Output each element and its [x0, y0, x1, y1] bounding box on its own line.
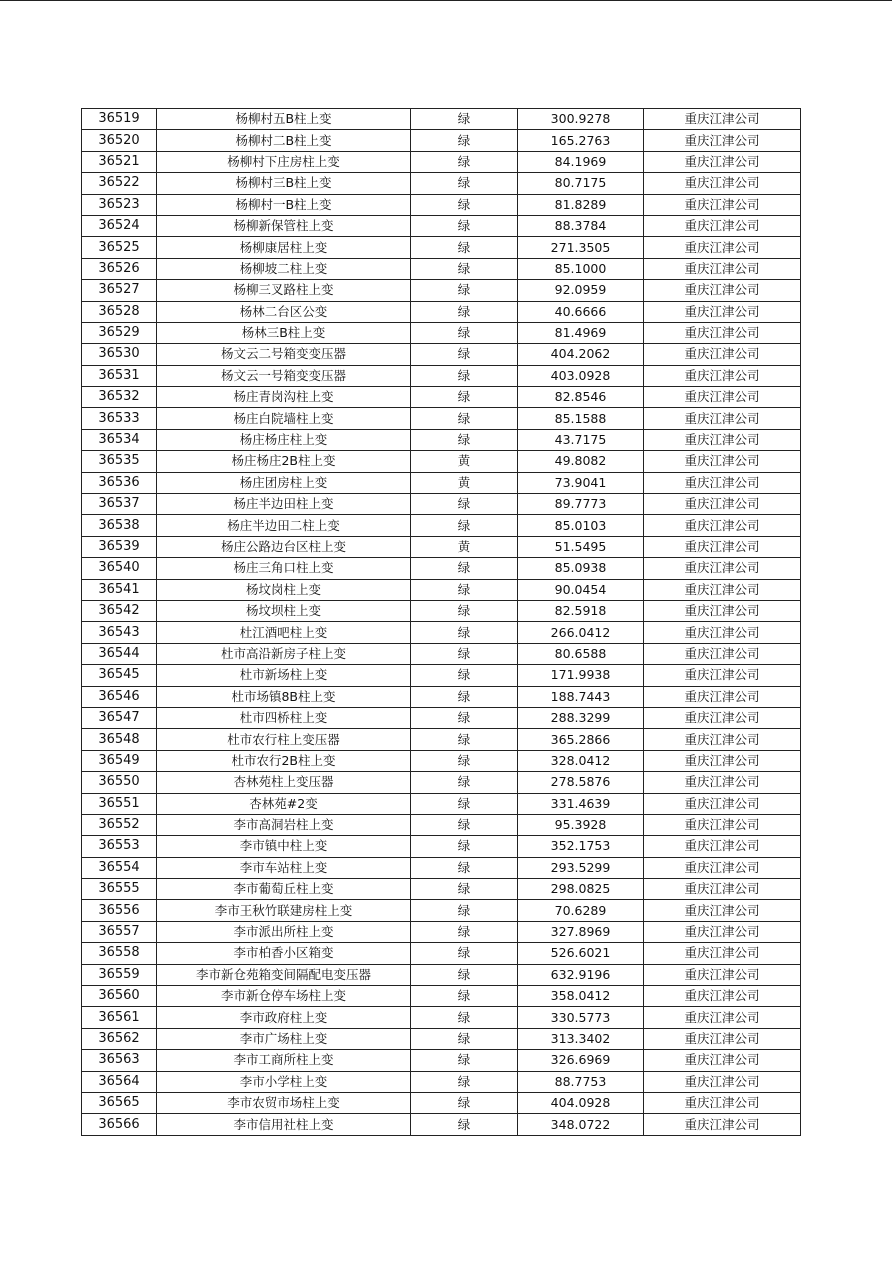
value-cell: 82.5918	[518, 600, 644, 621]
transformer-name-cell: 杜市高沿新房子柱上变	[157, 643, 411, 664]
value-cell: 84.1969	[518, 151, 644, 172]
value-cell: 330.5773	[518, 1007, 644, 1028]
status-color-cell: 绿	[411, 258, 518, 279]
row-id-cell: 36549	[82, 750, 157, 771]
transformer-name-cell: 李市广场柱上变	[157, 1028, 411, 1049]
status-color-cell: 绿	[411, 429, 518, 450]
status-color-cell: 绿	[411, 1092, 518, 1113]
status-color-cell: 绿	[411, 729, 518, 750]
table-row	[82, 1028, 801, 1049]
transformer-name-cell: 杨柳村三B柱上变	[157, 173, 411, 194]
company-cell: 重庆江津公司	[644, 194, 801, 215]
transformer-name-cell: 李市王秋竹联建房柱上变	[157, 900, 411, 921]
row-id-cell: 36555	[82, 879, 157, 900]
table-row	[82, 1007, 801, 1028]
value-cell: 404.0928	[518, 1092, 644, 1113]
row-id-cell: 36536	[82, 472, 157, 493]
transformer-name-cell: 杨文云一号箱变变压器	[157, 365, 411, 386]
row-id-cell: 36561	[82, 1007, 157, 1028]
value-cell: 300.9278	[518, 109, 644, 130]
transformer-name-cell: 杨庄三角口柱上变	[157, 558, 411, 579]
company-cell: 重庆江津公司	[644, 1092, 801, 1113]
company-cell: 重庆江津公司	[644, 536, 801, 557]
table-row	[82, 622, 801, 643]
transformer-name-cell: 杨柳村二B柱上变	[157, 130, 411, 151]
row-id-cell: 36558	[82, 943, 157, 964]
status-color-cell: 绿	[411, 879, 518, 900]
company-cell: 重庆江津公司	[644, 408, 801, 429]
status-color-cell: 绿	[411, 622, 518, 643]
value-cell: 266.0412	[518, 622, 644, 643]
transformer-name-cell: 杨庄白院墙柱上变	[157, 408, 411, 429]
table-row	[82, 600, 801, 621]
row-id-cell: 36535	[82, 451, 157, 472]
table-row	[82, 387, 801, 408]
company-cell: 重庆江津公司	[644, 173, 801, 194]
table-row	[82, 301, 801, 322]
transformer-name-cell: 杨庄杨庄柱上变	[157, 429, 411, 450]
status-color-cell: 绿	[411, 301, 518, 322]
company-cell: 重庆江津公司	[644, 707, 801, 728]
company-cell: 重庆江津公司	[644, 109, 801, 130]
table-row	[82, 258, 801, 279]
table-row	[82, 558, 801, 579]
row-id-cell: 36531	[82, 365, 157, 386]
transformer-name-cell: 李市车站柱上变	[157, 857, 411, 878]
company-cell: 重庆江津公司	[644, 515, 801, 536]
status-color-cell: 黄	[411, 451, 518, 472]
transformer-name-cell: 杨庄半边田柱上变	[157, 494, 411, 515]
table-row	[82, 964, 801, 985]
table-row	[82, 921, 801, 942]
transformer-name-cell: 杨庄团房柱上变	[157, 472, 411, 493]
row-id-cell: 36542	[82, 600, 157, 621]
company-cell: 重庆江津公司	[644, 643, 801, 664]
status-color-cell: 绿	[411, 322, 518, 343]
company-cell: 重庆江津公司	[644, 772, 801, 793]
transformer-name-cell: 杜市场镇8B柱上变	[157, 686, 411, 707]
company-cell: 重庆江津公司	[644, 1028, 801, 1049]
table-row	[82, 365, 801, 386]
value-cell: 331.4639	[518, 793, 644, 814]
status-color-cell: 绿	[411, 665, 518, 686]
table-row	[82, 408, 801, 429]
page-top-border	[0, 0, 892, 1]
table-row	[82, 814, 801, 835]
transformer-name-cell: 李市新仓停车场柱上变	[157, 986, 411, 1007]
transformer-name-cell: 杨柳村下庄房柱上变	[157, 151, 411, 172]
table-row	[82, 579, 801, 600]
status-color-cell: 绿	[411, 558, 518, 579]
company-cell: 重庆江津公司	[644, 130, 801, 151]
company-cell: 重庆江津公司	[644, 387, 801, 408]
value-cell: 70.6289	[518, 900, 644, 921]
status-color-cell: 绿	[411, 1114, 518, 1135]
company-cell: 重庆江津公司	[644, 793, 801, 814]
status-color-cell: 绿	[411, 600, 518, 621]
table-row	[82, 151, 801, 172]
value-cell: 82.8546	[518, 387, 644, 408]
status-color-cell: 绿	[411, 344, 518, 365]
value-cell: 313.3402	[518, 1028, 644, 1049]
value-cell: 288.3299	[518, 707, 644, 728]
row-id-cell: 36524	[82, 215, 157, 236]
company-cell: 重庆江津公司	[644, 429, 801, 450]
row-id-cell: 36566	[82, 1114, 157, 1135]
status-color-cell: 绿	[411, 1028, 518, 1049]
row-id-cell: 36556	[82, 900, 157, 921]
status-color-cell: 绿	[411, 173, 518, 194]
row-id-cell: 36534	[82, 429, 157, 450]
transformer-name-cell: 李市派出所柱上变	[157, 921, 411, 942]
row-id-cell: 36545	[82, 665, 157, 686]
status-color-cell: 绿	[411, 387, 518, 408]
status-color-cell: 绿	[411, 814, 518, 835]
value-cell: 165.2763	[518, 130, 644, 151]
status-color-cell: 绿	[411, 1071, 518, 1092]
table-row	[82, 280, 801, 301]
value-cell: 49.8082	[518, 451, 644, 472]
company-cell: 重庆江津公司	[644, 151, 801, 172]
company-cell: 重庆江津公司	[644, 964, 801, 985]
value-cell: 358.0412	[518, 986, 644, 1007]
row-id-cell: 36532	[82, 387, 157, 408]
transformer-name-cell: 李市葡萄丘柱上变	[157, 879, 411, 900]
table-row	[82, 1114, 801, 1135]
company-cell: 重庆江津公司	[644, 879, 801, 900]
value-cell: 632.9196	[518, 964, 644, 985]
company-cell: 重庆江津公司	[644, 451, 801, 472]
row-id-cell: 36533	[82, 408, 157, 429]
table-row	[82, 857, 801, 878]
table-row	[82, 943, 801, 964]
row-id-cell: 36526	[82, 258, 157, 279]
table-row	[82, 686, 801, 707]
status-color-cell: 绿	[411, 515, 518, 536]
status-color-cell: 绿	[411, 408, 518, 429]
value-cell: 278.5876	[518, 772, 644, 793]
table-row	[82, 750, 801, 771]
transformer-name-cell: 杨庄公路边台区柱上变	[157, 536, 411, 557]
row-id-cell: 36540	[82, 558, 157, 579]
value-cell: 271.3505	[518, 237, 644, 258]
row-id-cell: 36543	[82, 622, 157, 643]
company-cell: 重庆江津公司	[644, 665, 801, 686]
row-id-cell: 36528	[82, 301, 157, 322]
value-cell: 171.9938	[518, 665, 644, 686]
table-row	[82, 665, 801, 686]
status-color-cell: 绿	[411, 921, 518, 942]
transformer-name-cell: 杨坟岗柱上变	[157, 579, 411, 600]
status-color-cell: 绿	[411, 194, 518, 215]
value-cell: 403.0928	[518, 365, 644, 386]
transformer-name-cell: 杏林苑#2变	[157, 793, 411, 814]
row-id-cell: 36539	[82, 536, 157, 557]
row-id-cell: 36523	[82, 194, 157, 215]
row-id-cell: 36537	[82, 494, 157, 515]
status-color-cell: 绿	[411, 793, 518, 814]
row-id-cell: 36546	[82, 686, 157, 707]
table-row	[82, 900, 801, 921]
value-cell: 85.0103	[518, 515, 644, 536]
company-cell: 重庆江津公司	[644, 301, 801, 322]
value-cell: 95.3928	[518, 814, 644, 835]
row-id-cell: 36522	[82, 173, 157, 194]
transformer-name-cell: 杨柳康居柱上变	[157, 237, 411, 258]
company-cell: 重庆江津公司	[644, 280, 801, 301]
transformer-name-cell: 杨坟坝柱上变	[157, 600, 411, 621]
status-color-cell: 黄	[411, 536, 518, 557]
value-cell: 348.0722	[518, 1114, 644, 1135]
row-id-cell: 36557	[82, 921, 157, 942]
status-color-cell: 绿	[411, 686, 518, 707]
table-body	[82, 109, 801, 1136]
table-row	[82, 429, 801, 450]
status-color-cell: 绿	[411, 280, 518, 301]
table-row	[82, 515, 801, 536]
transformer-name-cell: 李市新仓苑箱变间隔配电变压器	[157, 964, 411, 985]
table-row	[82, 344, 801, 365]
transformer-name-cell: 杨庄半边田二柱上变	[157, 515, 411, 536]
value-cell: 85.1588	[518, 408, 644, 429]
row-id-cell: 36547	[82, 707, 157, 728]
company-cell: 重庆江津公司	[644, 814, 801, 835]
value-cell: 326.6969	[518, 1050, 644, 1071]
row-id-cell: 36560	[82, 986, 157, 1007]
company-cell: 重庆江津公司	[644, 857, 801, 878]
status-color-cell: 绿	[411, 365, 518, 386]
transformer-name-cell: 李市农贸市场柱上变	[157, 1092, 411, 1113]
value-cell: 92.0959	[518, 280, 644, 301]
table-row	[82, 643, 801, 664]
value-cell: 526.6021	[518, 943, 644, 964]
status-color-cell: 绿	[411, 579, 518, 600]
company-cell: 重庆江津公司	[644, 686, 801, 707]
row-id-cell: 36552	[82, 814, 157, 835]
transformer-name-cell: 杨文云二号箱变变压器	[157, 344, 411, 365]
table-row	[82, 130, 801, 151]
company-cell: 重庆江津公司	[644, 1114, 801, 1135]
row-id-cell: 36559	[82, 964, 157, 985]
status-color-cell: 绿	[411, 986, 518, 1007]
table-row	[82, 729, 801, 750]
transformer-name-cell: 杏林苑柱上变压器	[157, 772, 411, 793]
transformer-name-cell: 杨柳村一B柱上变	[157, 194, 411, 215]
status-color-cell: 绿	[411, 1050, 518, 1071]
row-id-cell: 36548	[82, 729, 157, 750]
row-id-cell: 36538	[82, 515, 157, 536]
value-cell: 352.1753	[518, 836, 644, 857]
transformer-name-cell: 杨林三B柱上变	[157, 322, 411, 343]
table-row	[82, 494, 801, 515]
transformer-name-cell: 李市柏香小区箱变	[157, 943, 411, 964]
row-id-cell: 36562	[82, 1028, 157, 1049]
transformer-name-cell: 杨柳坡二柱上变	[157, 258, 411, 279]
table-row	[82, 836, 801, 857]
value-cell: 85.0938	[518, 558, 644, 579]
row-id-cell: 36551	[82, 793, 157, 814]
row-id-cell: 36563	[82, 1050, 157, 1071]
status-color-cell: 黄	[411, 472, 518, 493]
status-color-cell: 绿	[411, 215, 518, 236]
company-cell: 重庆江津公司	[644, 750, 801, 771]
company-cell: 重庆江津公司	[644, 1071, 801, 1092]
company-cell: 重庆江津公司	[644, 1007, 801, 1028]
company-cell: 重庆江津公司	[644, 322, 801, 343]
transformer-name-cell: 李市信用社柱上变	[157, 1114, 411, 1135]
transformer-name-cell: 杨庄杨庄2B柱上变	[157, 451, 411, 472]
value-cell: 90.0454	[518, 579, 644, 600]
company-cell: 重庆江津公司	[644, 900, 801, 921]
value-cell: 88.3784	[518, 215, 644, 236]
value-cell: 73.9041	[518, 472, 644, 493]
company-cell: 重庆江津公司	[644, 1050, 801, 1071]
value-cell: 43.7175	[518, 429, 644, 450]
status-color-cell: 绿	[411, 151, 518, 172]
table-row	[82, 1071, 801, 1092]
table-row	[82, 986, 801, 1007]
value-cell: 365.2866	[518, 729, 644, 750]
status-color-cell: 绿	[411, 109, 518, 130]
company-cell: 重庆江津公司	[644, 579, 801, 600]
transformer-name-cell: 李市工商所柱上变	[157, 1050, 411, 1071]
company-cell: 重庆江津公司	[644, 729, 801, 750]
table-row	[82, 536, 801, 557]
company-cell: 重庆江津公司	[644, 472, 801, 493]
company-cell: 重庆江津公司	[644, 344, 801, 365]
value-cell: 89.7773	[518, 494, 644, 515]
company-cell: 重庆江津公司	[644, 622, 801, 643]
status-color-cell: 绿	[411, 857, 518, 878]
transformer-name-cell: 李市小学柱上变	[157, 1071, 411, 1092]
company-cell: 重庆江津公司	[644, 943, 801, 964]
transformer-name-cell: 杜市农行2B柱上变	[157, 750, 411, 771]
transformer-name-cell: 杨柳新保管柱上变	[157, 215, 411, 236]
transformer-name-cell: 杨庄青岗沟柱上变	[157, 387, 411, 408]
status-color-cell: 绿	[411, 643, 518, 664]
transformer-name-cell: 杨柳村五B柱上变	[157, 109, 411, 130]
company-cell: 重庆江津公司	[644, 365, 801, 386]
company-cell: 重庆江津公司	[644, 215, 801, 236]
company-cell: 重庆江津公司	[644, 237, 801, 258]
status-color-cell: 绿	[411, 1007, 518, 1028]
transformer-name-cell: 杜市新场柱上变	[157, 665, 411, 686]
value-cell: 327.8969	[518, 921, 644, 942]
company-cell: 重庆江津公司	[644, 921, 801, 942]
table-row	[82, 1050, 801, 1071]
value-cell: 51.5495	[518, 536, 644, 557]
status-color-cell: 绿	[411, 494, 518, 515]
transformer-name-cell: 李市镇中柱上变	[157, 836, 411, 857]
transformer-name-cell: 杜市农行柱上变压器	[157, 729, 411, 750]
row-id-cell: 36565	[82, 1092, 157, 1113]
value-cell: 85.1000	[518, 258, 644, 279]
value-cell: 188.7443	[518, 686, 644, 707]
transformer-name-cell: 杜市四桥柱上变	[157, 707, 411, 728]
status-color-cell: 绿	[411, 237, 518, 258]
status-color-cell: 绿	[411, 943, 518, 964]
table-row	[82, 879, 801, 900]
status-color-cell: 绿	[411, 772, 518, 793]
company-cell: 重庆江津公司	[644, 494, 801, 515]
company-cell: 重庆江津公司	[644, 836, 801, 857]
transformer-name-cell: 李市高洞岩柱上变	[157, 814, 411, 835]
row-id-cell: 36527	[82, 280, 157, 301]
table-row	[82, 772, 801, 793]
status-color-cell: 绿	[411, 900, 518, 921]
row-id-cell: 36519	[82, 109, 157, 130]
value-cell: 88.7753	[518, 1071, 644, 1092]
value-cell: 80.6588	[518, 643, 644, 664]
transformer-name-cell: 杨柳三叉路柱上变	[157, 280, 411, 301]
table-row	[82, 472, 801, 493]
table-row	[82, 215, 801, 236]
table-row	[82, 109, 801, 130]
table-row	[82, 322, 801, 343]
row-id-cell: 36553	[82, 836, 157, 857]
table-row	[82, 194, 801, 215]
status-color-cell: 绿	[411, 707, 518, 728]
row-id-cell: 36520	[82, 130, 157, 151]
value-cell: 298.0825	[518, 879, 644, 900]
row-id-cell: 36529	[82, 322, 157, 343]
status-color-cell: 绿	[411, 964, 518, 985]
company-cell: 重庆江津公司	[644, 600, 801, 621]
value-cell: 293.5299	[518, 857, 644, 878]
company-cell: 重庆江津公司	[644, 558, 801, 579]
row-id-cell: 36544	[82, 643, 157, 664]
row-id-cell: 36521	[82, 151, 157, 172]
row-id-cell: 36530	[82, 344, 157, 365]
row-id-cell: 36550	[82, 772, 157, 793]
company-cell: 重庆江津公司	[644, 986, 801, 1007]
value-cell: 328.0412	[518, 750, 644, 771]
table-row	[82, 173, 801, 194]
value-cell: 81.8289	[518, 194, 644, 215]
company-cell: 重庆江津公司	[644, 258, 801, 279]
table-row	[82, 237, 801, 258]
transformer-name-cell: 杨林二台区公变	[157, 301, 411, 322]
transformer-name-cell: 李市政府柱上变	[157, 1007, 411, 1028]
status-color-cell: 绿	[411, 750, 518, 771]
row-id-cell: 36564	[82, 1071, 157, 1092]
value-cell: 80.7175	[518, 173, 644, 194]
table-row	[82, 793, 801, 814]
transformer-name-cell: 杜江酒吧柱上变	[157, 622, 411, 643]
value-cell: 40.6666	[518, 301, 644, 322]
row-id-cell: 36554	[82, 857, 157, 878]
status-color-cell: 绿	[411, 836, 518, 857]
value-cell: 81.4969	[518, 322, 644, 343]
table-row	[82, 707, 801, 728]
row-id-cell: 36525	[82, 237, 157, 258]
table-row	[82, 451, 801, 472]
transformer-table	[81, 108, 801, 1136]
table-row	[82, 1092, 801, 1113]
status-color-cell: 绿	[411, 130, 518, 151]
row-id-cell: 36541	[82, 579, 157, 600]
value-cell: 404.2062	[518, 344, 644, 365]
